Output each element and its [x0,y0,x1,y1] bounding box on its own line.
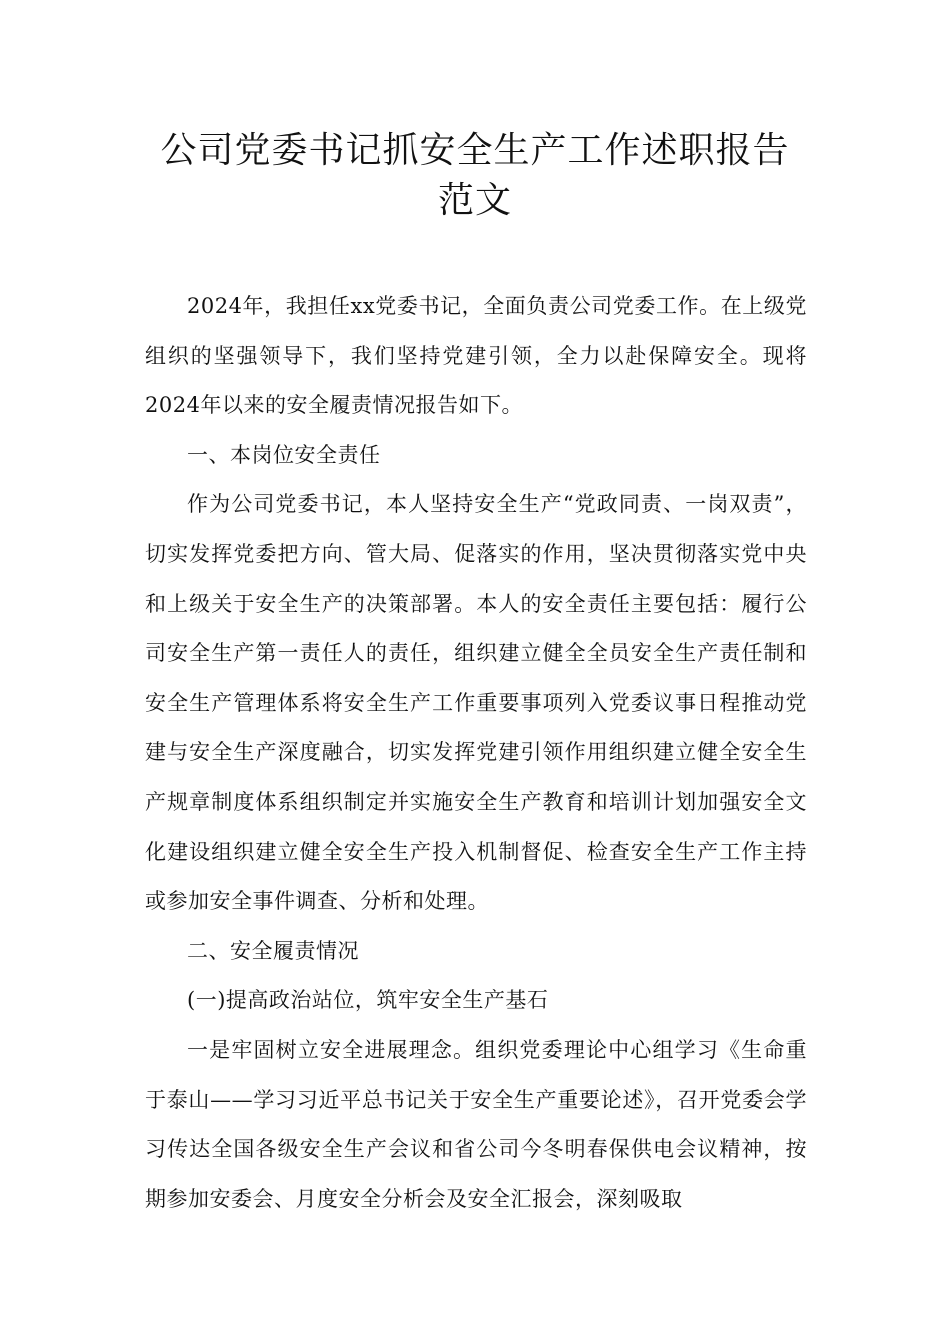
intro-paragraph: 2024年，我担任xx党委书记，全面负责公司党委工作。在上级党组织的坚强领导下，我们坚持党建引领，全力以赴保障安全。现将2024年以来的安全履责情况报告如下。 [145,294,807,418]
title-line-1: 公司党委书记抓安全生产工作述职报告 [160,130,790,171]
section-heading-2: 二、安全履责情况 [187,938,359,963]
title-line-2: 范文 [437,180,512,221]
responsibility-paragraph: 作为公司党委书记，本人坚持安全生产“党政同责、一岗双责”，切实发挥党委把方向、管大局、促落实的作用，坚决贯彻落实党中央和上级关于安全生产的决策部署。本人的安全责任主要包括：履行公司安全生产第一责任人的责任，组织建立健全全员安全生产责任制和安全生产管理体系将安全生产工作重要事项列入党委议事日程推动党建与安全生产深度融合，切实发挥党建引领作用组织建立健全安全生产规章制度体系组织制定并实施安全生产教育和培训计划加强安全文化建设组织建立健全安全生产投入机制督促、检查安全生产工作主持或参加安全事件调查、分析和处理。 [145,492,807,914]
body-paragraph: 一是牢固树立安全进展理念。组织党委理论中心组学习《生命重于泰山——学习习近平总书记关于安全生产重要论述》，召开党委会学习传达全国各级安全生产会议和省公司今冬明春保供电会议精神，按期参加安委会、月度安全分析会及安全汇报会，深刻吸取 [145,1037,807,1211]
subsection-heading-1: (一)提高政治站位，筑牢安全生产基石 [187,988,549,1013]
document-body [145,282,807,1224]
document-title [0,126,950,226]
section-heading-1: 一、本岗位安全责任 [187,442,381,467]
